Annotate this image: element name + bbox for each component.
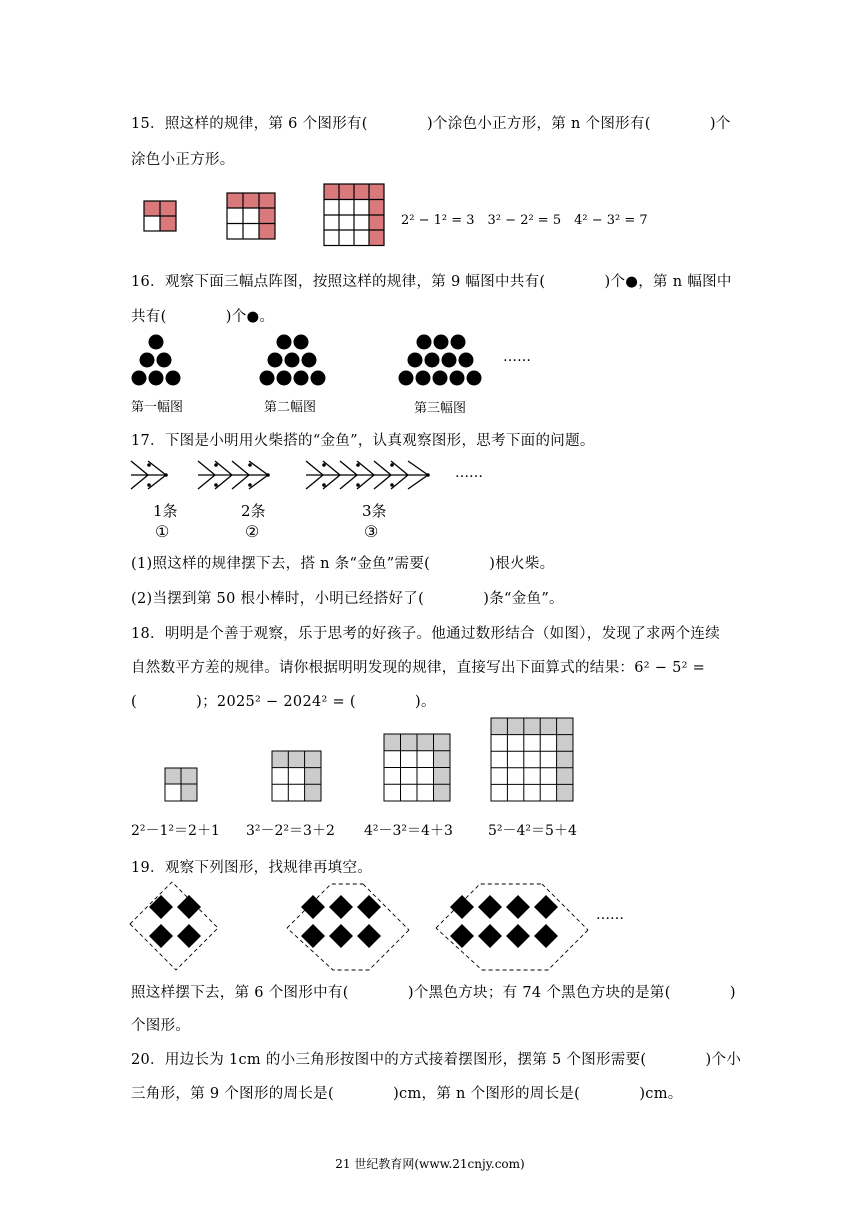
q15-figure-1 xyxy=(143,200,177,232)
q16-dot-figure-1 xyxy=(131,333,186,387)
q17-circle-3: ③ xyxy=(364,522,379,541)
q17-sub-question-1: (1)照这样的规律摆下去，搭 n 条“金鱼”需要( )根火柴。 xyxy=(131,556,555,572)
q17-label-3: 3条 xyxy=(362,502,387,520)
q17-sub-question-2: (2)当摆到第 50 根小棒时，小明已经搭好了( )条“金鱼”。 xyxy=(131,591,564,607)
q16-ellipsis: …… xyxy=(503,349,531,365)
q17-goldfish-figure xyxy=(128,455,508,497)
q19-diamond-figure-1 xyxy=(128,880,220,972)
q17-circle-1: ① xyxy=(155,522,170,541)
q18-grid-3 xyxy=(383,733,452,803)
q17-circle-2: ② xyxy=(245,522,260,541)
q18-text-line3: ( )；2025² − 2024² = ( )。 xyxy=(131,694,436,710)
q17-label-2: 2条 xyxy=(241,502,266,520)
q19-text-line1: 19．观察下列图形，找规律再填空。 xyxy=(131,860,373,876)
q17-text-line1: 17．下图是小明用火柴搭的“金鱼”，认真观察图形，思考下面的问题。 xyxy=(131,433,595,449)
q18-formula-2: 3²－2²＝3＋2 xyxy=(246,823,335,839)
q18-grid-1 xyxy=(164,767,199,803)
q20-text-line1: 20．用边长为 1cm 的小三角形按图中的方式接着摆图形，摆第 5 个图形需要( )个小 xyxy=(131,1052,742,1068)
q19-text-line3: 个图形。 xyxy=(131,1018,191,1034)
q16-caption-2: 第二幅图 xyxy=(264,400,317,415)
q15-figure-2 xyxy=(226,192,276,240)
q20-text-line2: 三角形，第 9 个图形的周长是( )cm，第 n 个图形的周长是( )cm。 xyxy=(131,1086,683,1102)
q16-dot-figure-2 xyxy=(258,333,330,387)
page-footer: 21 世纪教育网(www.21cnjy.com) xyxy=(335,1157,525,1171)
q16-caption-1: 第一幅图 xyxy=(131,400,184,415)
q19-diamond-figure-3 xyxy=(432,880,592,972)
q16-text-line1: 16．观察下面三幅点阵图，按照这样的规律，第 9 幅图中共有( )个●，第 n 幅图中 xyxy=(131,274,732,290)
q18-grid-2 xyxy=(271,750,323,803)
q18-formula-3: 4²－3²＝4＋3 xyxy=(364,823,453,839)
q16-caption-3: 第三幅图 xyxy=(414,401,467,416)
q15-figure-3 xyxy=(323,183,385,247)
q16-text-line2: 共有( )个●。 xyxy=(131,309,275,325)
q15-text-line1: 15．照这样的规律，第 6 个图形有( )个涂色小正方形，第 n 个图形有( )个 xyxy=(131,116,731,132)
q15-formulas: 2² − 1² = 3 3² − 2² = 5 4² − 3² = 7 xyxy=(401,213,648,228)
q19-ellipsis: …… xyxy=(596,907,624,923)
q15-text-line2: 涂色小正方形。 xyxy=(131,152,235,168)
q17-label-1: 1条 xyxy=(153,502,178,520)
q18-formula-1: 2²－1²＝2＋1 xyxy=(131,823,220,839)
q19-text-line2: 照这样摆下去，第 6 个图形中有( )个黑色方块；有 74 个黑色方块的是第( ) xyxy=(131,985,736,1001)
q18-formula-4: 5²－4²＝5＋4 xyxy=(488,823,577,839)
q18-grid-4 xyxy=(490,717,575,803)
q17-ellipsis: …… xyxy=(455,465,483,481)
q19-diamond-figure-2 xyxy=(283,880,413,972)
q18-text-line2: 自然数平方差的规律。请你根据明明发现的规律，直接写出下面算式的结果：6² − 5² = xyxy=(131,660,706,676)
q16-dot-figure-3 xyxy=(397,333,487,387)
q18-text-line1: 18．明明是个善于观察，乐于思考的好孩子。他通过数形结合（如图），发现了求两个连续 xyxy=(131,626,720,642)
